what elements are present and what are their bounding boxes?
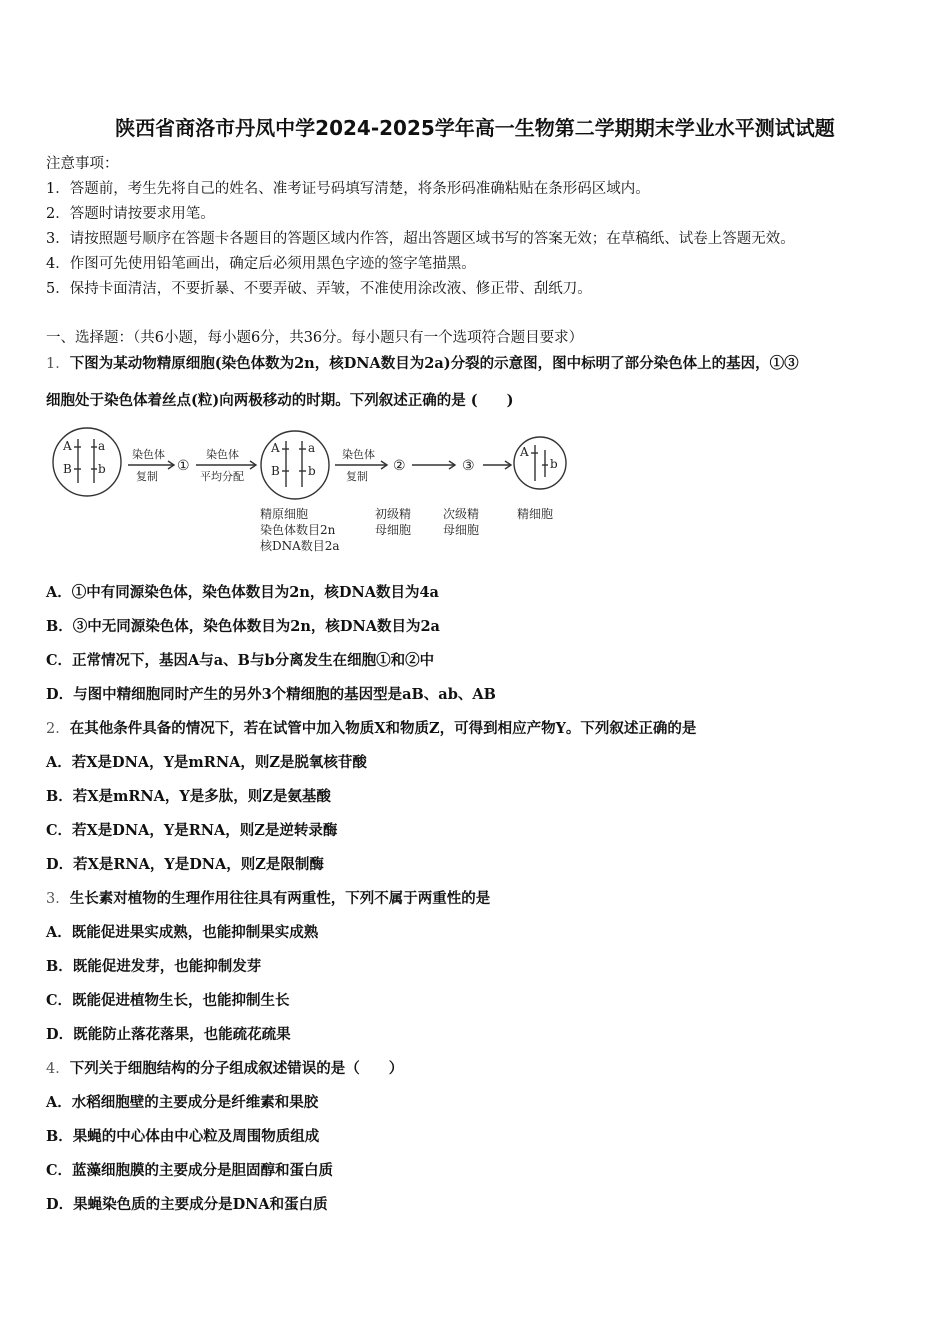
gene-label: A: [63, 439, 72, 453]
page-title: 陕西省商洛市丹凤中学2024-2025学年高一生物第二学期期末学业水平测试试题: [115, 116, 835, 140]
gene-label: b: [308, 464, 316, 478]
notice-item: 5．保持卡面清洁，不要折暴、不要弄破、弄皱，不准使用涂改液、修正带、刮纸刀。: [46, 281, 592, 297]
section-heading: 一、选择题：（共6小题，每小题6分，共36分。每小题只有一个选项符合题目要求）: [46, 330, 584, 346]
notice-item: 3．请按照题号顺序在答题卡各题目的答题区域内作答，超出答题区域书写的答案无效；在草稿纸、试卷上答题无效。: [46, 231, 795, 247]
notice-heading: 注意事项：: [46, 156, 119, 172]
question-number: 4．: [46, 1061, 70, 1077]
answer-option: B．既能促进发芽，也能抑制发芽: [46, 958, 262, 975]
answer-option: B．③中无同源染色体，染色体数目为2n，核DNA数目为2a: [46, 618, 440, 635]
meiosis-diagram: [50, 425, 580, 560]
answer-option: D．若X是RNA，Y是DNA，则Z是限制酶: [46, 856, 324, 873]
gene-label: a: [308, 441, 316, 455]
answer-option: A．水稻细胞壁的主要成分是纤维素和果胶: [46, 1094, 319, 1111]
answer-option: A．①中有同源染色体，染色体数目为2n，核DNA数目为4a: [46, 584, 439, 601]
question-text: 生长素对植物的生理作用往往具有两重性，下列不属于两重性的是: [69, 890, 491, 907]
notice-item: 1．答题前，考生先将自己的姓名、准考证号码填写清楚，将条形码准确粘贴在条形码区域内。: [46, 181, 650, 197]
gene-label: b: [550, 457, 558, 471]
answer-option: C．若X是DNA，Y是RNA，则Z是逆转录酶: [46, 822, 338, 839]
diagram-caption: 次级精: [443, 507, 480, 521]
diagram-caption: 母细胞: [443, 523, 480, 537]
arrow-label: 复制: [136, 470, 158, 483]
answer-option: A．既能促进果实成熟，也能抑制果实成熟: [46, 924, 319, 941]
question-text: 下列关于细胞结构的分子组成叙述错误的是（ ）: [69, 1060, 404, 1077]
gene-label: b: [98, 462, 106, 476]
diagram-caption: 染色体数目2n: [260, 523, 336, 537]
arrow-label: 复制: [346, 470, 368, 483]
arrow-label: 染色体: [206, 448, 239, 461]
question-text: 下图为某动物精原细胞(染色体数为2n，核DNA数目为2a)分裂的示意图，图中标明了部分染色体上的基因，①③: [69, 355, 799, 372]
answer-option: D．既能防止落花落果，也能疏花疏果: [46, 1026, 291, 1043]
arrow-label: 平均分配: [200, 470, 244, 483]
question-1-stem: [46, 352, 799, 373]
gene-label: A: [271, 441, 280, 455]
cell-number-label: ③: [462, 458, 475, 474]
question-3-stem: [46, 887, 490, 908]
notice-item: 2．答题时请按要求用笔。: [46, 206, 215, 222]
gene-label: A: [520, 445, 529, 459]
gene-label: B: [271, 464, 280, 478]
question-number: 2．: [46, 721, 70, 737]
question-text: 在其他条件具备的情况下，若在试管中加入物质X和物质Z，可得到相应产物Y。下列叙述正确的是: [69, 720, 697, 737]
answer-option: B．若X是mRNA，Y是多肽，则Z是氨基酸: [46, 788, 331, 805]
cell-number-label: ②: [393, 458, 406, 474]
question-number: 1．: [46, 356, 70, 372]
arrow-label: 染色体: [342, 448, 375, 461]
answer-option: D．果蝇染色质的主要成分是DNA和蛋白质: [46, 1196, 328, 1213]
question-4-stem: [46, 1057, 403, 1078]
arrow-label: 染色体: [132, 448, 165, 461]
question-1-stem-cont: 细胞处于染色体着丝点(粒)向两极移动的时期。下列叙述正确的是 ( ): [46, 392, 514, 409]
answer-option: C．正常情况下，基因A与a、B与b分离发生在细胞①和②中: [46, 652, 435, 669]
diagram-caption: 精原细胞: [260, 507, 309, 521]
answer-option: D．与图中精细胞同时产生的另外3个精细胞的基因型是aB、ab、AB: [46, 686, 496, 703]
answer-option: C．既能促进植物生长，也能抑制生长: [46, 992, 290, 1009]
answer-option: C．蓝藻细胞膜的主要成分是胆固醇和蛋白质: [46, 1162, 334, 1179]
question-number: 3．: [46, 891, 70, 907]
notice-item: 4．作图可先使用铅笔画出，确定后必须用黑色字迹的签字笔描黑。: [46, 256, 476, 272]
question-2-stem: [46, 717, 696, 738]
gene-label: B: [63, 462, 72, 476]
answer-option: A．若X是DNA，Y是mRNA，则Z是脱氧核苷酸: [46, 754, 367, 771]
cell-number-label: ①: [177, 458, 190, 474]
diagram-caption: 精细胞: [517, 507, 554, 521]
gene-label: a: [98, 439, 106, 453]
diagram-caption: 初级精: [375, 507, 412, 521]
diagram-caption: 母细胞: [375, 523, 412, 537]
diagram-caption: 核DNA数目2a: [260, 539, 340, 553]
answer-option: B．果蝇的中心体由中心粒及周围物质组成: [46, 1128, 320, 1145]
